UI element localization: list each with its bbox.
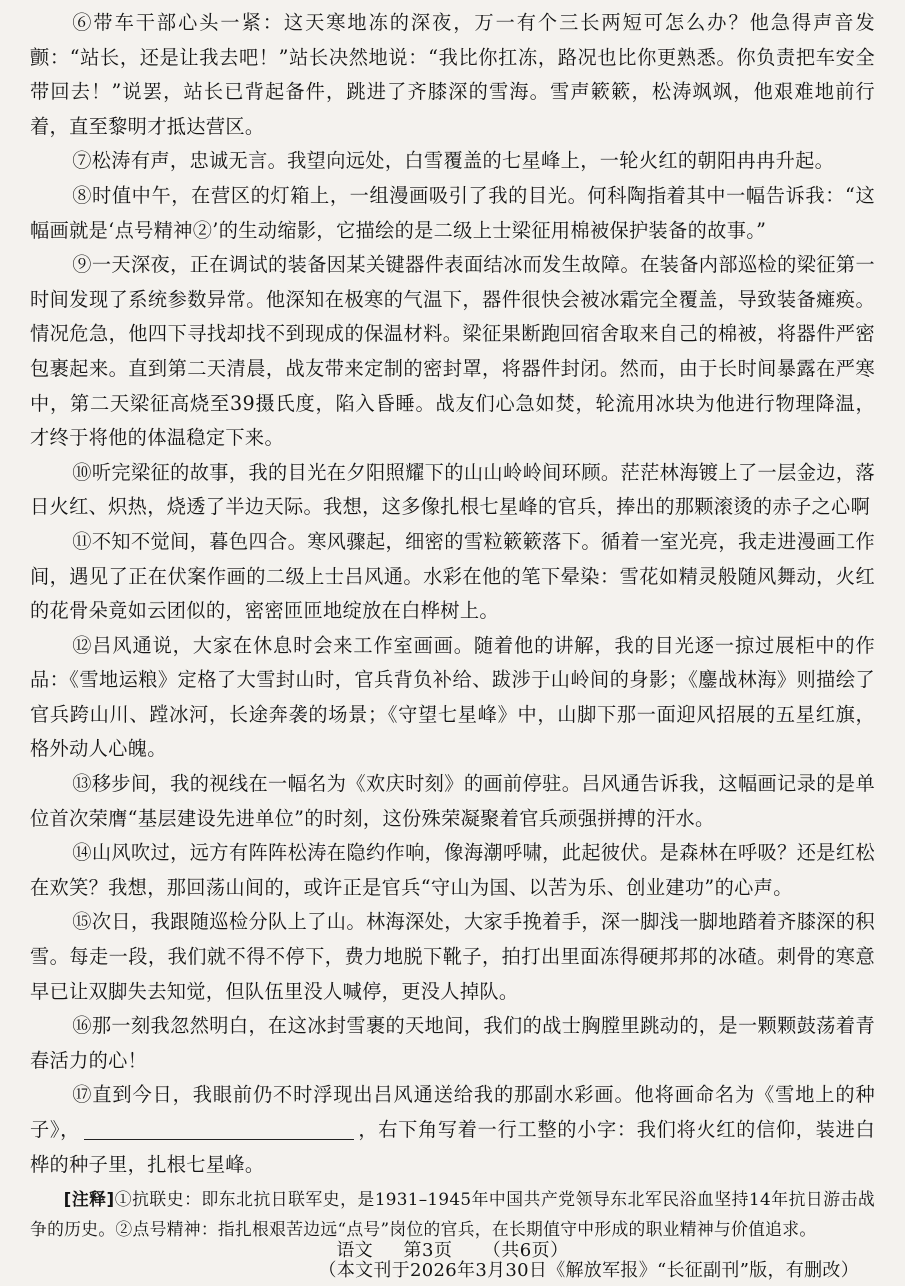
paragraph-8: ⑧时值中午，在营区的灯箱上，一组漫画吸引了我的目光。何科陶指着其中一幅告诉我：“这幅画就是‘点号精神②’的生动缩影，它描绘的是二级上士梁征用棉被保护装备的故事。”	[30, 183, 875, 242]
footnote-label: [注释]	[63, 1189, 115, 1210]
footer-subject: 语文	[336, 1240, 374, 1261]
footer-page-number: 第3页	[403, 1240, 453, 1261]
paragraph-14: ⑭山风吹过，远方有阵阵松涛在隐约作响，像海潮呼啸，此起彼伏。是森林在呼吸？还是红松在欢笑？我想，那回荡山间的，或许正是官兵“守山为国、以苦为乐、创业建功”的心声。	[30, 841, 875, 899]
paragraph-17-end: ，右下角写着一行工整的小字：我们将火红的信仰，装进白桦的种子里，扎根七星峰。	[30, 1118, 875, 1176]
paragraph-9: ⑨一天深夜，正在调试的装备因某关键器件表面结冰而发生故障。在装备内部巡检的梁征第一时间发现了系统参数异常。他深知在极寒的气温下，器件很快会被冰霜完全覆盖，导致装备瘫痪。情况危急，他四下寻找却找不到现成的保温材料。梁征果断跑回宿舍取来自己的棉被，将器件严密包裹起来。直到第二天清晨，战友带来定制的密封罩，将器件封闭。然而，由于长时间暴露在严寒中，第二天梁征高烧至39摄氏度，陷入昏睡。战友们心急如焚，轮流用冰块为他进行物理降温，才终于将他的体温稳定下来。	[30, 253, 875, 450]
paragraph-13: ⑬移步间，我的视线在一幅名为《欢庆时刻》的画前停驻。吕风通告诉我，这幅画记录的是单位首次荣膺“基层建设先进单位”的时刻，这份殊荣凝聚着官兵顽强拼搏的汗水。	[30, 772, 875, 830]
paragraph-12: ⑫吕风通说，大家在休息时会来工作室画画。随着他的讲解，我的目光逐一掠过展柜中的作品：《雪地运粮》定格了大雪封山时，官兵背负补给、跋涉于山岭间的身影；《鏖战林海》则描绘了官兵跨山川、蹚冰河，长途奔袭的场景；《守望七星峰》中，山脚下那一面迎风招展的五星红旗，格外动人心魄。	[30, 633, 875, 761]
footer-total-pages: （共6页）	[482, 1240, 569, 1261]
source-citation: （本文刊于2026年3月30日《解放军报》“长征副刊”版，有删改）	[318, 1260, 859, 1282]
paragraph-11: ⑪不知不觉间，暮色四合。寒风骤起，细密的雪粒簌簌落下。循着一室光亮，我走进漫画工作间，遇见了正在伏案作画的二级上士吕风通。水彩在他的笔下晕染：雪花如精灵般随风舞动，火红的花骨朵竟如云团似的，密密匝匝地绽放在白桦树上。	[30, 529, 875, 623]
paragraph-10: ⑩听完梁征的故事，我的目光在夕阳照耀下的山山岭岭间环顾。茫茫林海镀上了一层金边，落日火红、炽热，烧透了半边天际。我想，这多像扎根七星峰的官兵，捧出的那颗滚烫的赤子之心啊	[30, 460, 875, 519]
page-footer	[0, 1236, 905, 1262]
paragraph-6: ⑥带车干部心头一紧：这天寒地冻的深夜，万一有个三长两短可怎么办？他急得声音发颤：“站长，还是让我去吧！”站长决然地说：“我比你扛冻，路况也比你更熟悉。你负责把车安全带回去！”说罢，站长已背起备件，跳进了齐膝深的雪海。雪声簌簌，松涛飒飒，他艰难地前行着，直至黎明才抵达营区。	[30, 11, 875, 138]
paragraph-15: ⑮次日，我跟随巡检分队上了山。林海深处，大家手挽着手，深一脚浅一脚地踏着齐膝深的积雪。每走一段，我们就不得不停下，费力地脱下靴子，拍打出里面冻得硬邦邦的冰碴。刺骨的寒意早已让双脚失去知觉，但队伍里没人喊停，更没人掉队。	[30, 910, 875, 1003]
answer-blank[interactable]	[84, 1119, 354, 1140]
paragraph-7: ⑦松涛有声，忠诚无言。我望向远处，白雪覆盖的七星峰上，一轮火红的朝阳冉冉升起。	[72, 149, 835, 173]
paragraph-16: ⑯那一刻我忽然明白，在这冰封雪裹的天地间，我们的战士胸膛里跳动的，是一颗颗鼓荡着青春活力的心！	[30, 1014, 875, 1072]
paragraph-17-start: ⑰直到今日，我眼前仍不时浮现出吕风通送给我的那副水彩画。他将画命名为《雪地上的种子》，	[30, 1083, 875, 1141]
paragraph-17	[30, 1078, 875, 1182]
footnote-text: ①抗联史：即东北抗日联军史，是1931–1945年中国共产党领导东北军民浴血坚持14年抗日游击战争的历史。②点号精神：指扎根艰苦边远“点号”岗位的官兵，在长期值守中形成的职业精神与价值追求。	[30, 1189, 876, 1240]
